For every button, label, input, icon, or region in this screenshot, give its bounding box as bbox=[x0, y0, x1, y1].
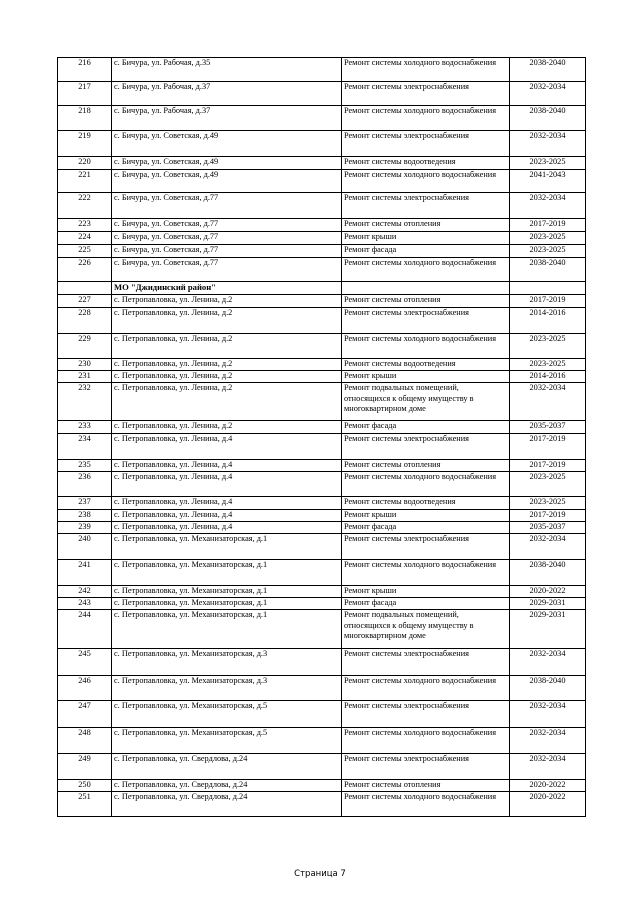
row-address: с. Бичура, ул. Советская, д.77 bbox=[112, 232, 342, 245]
table-body bbox=[58, 58, 586, 817]
row-address: с. Петропавловка, ул. Свердлова, д.24 bbox=[112, 780, 342, 792]
table-row bbox=[58, 245, 586, 258]
row-address: с. Петропавловка, ул. Ленина, д.4 bbox=[112, 510, 342, 522]
row-years: 2020-2022 bbox=[510, 792, 586, 817]
row-work-type: Ремонт системы электроснабжения bbox=[342, 308, 510, 334]
row-number: 225 bbox=[58, 245, 112, 258]
row-work-type: Ремонт системы холодного водоснабжения bbox=[342, 258, 510, 282]
table-row bbox=[58, 560, 586, 586]
row-address: с. Петропавловка, ул. Ленина, д.2 bbox=[112, 334, 342, 359]
row-number: 229 bbox=[58, 334, 112, 359]
row-number: 230 bbox=[58, 359, 112, 371]
section-title: МО "Джидинский район" bbox=[112, 282, 342, 295]
row-address: с. Бичура, ул. Советская, д.49 bbox=[112, 131, 342, 157]
row-work-type: Ремонт системы холодного водоснабжения bbox=[342, 58, 510, 82]
row-number: 247 bbox=[58, 701, 112, 728]
row-address: с. Бичура, ул. Рабочая, д.37 bbox=[112, 106, 342, 131]
row-work-type: Ремонт системы холодного водоснабжения bbox=[342, 676, 510, 701]
table-row bbox=[58, 308, 586, 334]
table-row bbox=[58, 649, 586, 676]
row-years: 2038-2040 bbox=[510, 560, 586, 586]
table-row bbox=[58, 371, 586, 383]
row-work-type: Ремонт системы электроснабжения bbox=[342, 701, 510, 728]
row-address: с. Бичура, ул. Советская, д.77 bbox=[112, 245, 342, 258]
row-work-type: Ремонт фасада bbox=[342, 522, 510, 534]
row-number: 221 bbox=[58, 170, 112, 193]
row-address: с. Петропавловка, ул. Ленина, д.2 bbox=[112, 295, 342, 308]
row-number: 243 bbox=[58, 598, 112, 610]
row-years: 2029-2031 bbox=[510, 598, 586, 610]
row-address: с. Петропавловка, ул. Механизаторская, д.5 bbox=[112, 728, 342, 754]
section-number-cell bbox=[58, 282, 112, 295]
row-work-type: Ремонт системы холодного водоснабжения bbox=[342, 106, 510, 131]
row-years: 2032-2034 bbox=[510, 534, 586, 560]
row-years: 2020-2022 bbox=[510, 586, 586, 598]
table-row bbox=[58, 170, 586, 193]
row-work-type: Ремонт подвальных помещений, относящихся к общему имуществу в многоквартирном доме bbox=[342, 383, 510, 421]
section-years-cell bbox=[510, 282, 586, 295]
row-work-type: Ремонт крыши bbox=[342, 510, 510, 522]
table-row bbox=[58, 534, 586, 560]
row-years: 2023-2025 bbox=[510, 232, 586, 245]
table-row bbox=[58, 258, 586, 282]
row-years: 2038-2040 bbox=[510, 58, 586, 82]
table-row bbox=[58, 610, 586, 649]
row-work-type: Ремонт системы отопления bbox=[342, 219, 510, 232]
row-work-type: Ремонт крыши bbox=[342, 371, 510, 383]
row-address: с. Бичура, ул. Советская, д.77 bbox=[112, 258, 342, 282]
table-row bbox=[58, 586, 586, 598]
row-years: 2014-2016 bbox=[510, 371, 586, 383]
row-work-type: Ремонт системы холодного водоснабжения bbox=[342, 728, 510, 754]
table-row bbox=[58, 676, 586, 701]
table-row bbox=[58, 383, 586, 421]
row-address: с. Петропавловка, ул. Ленина, д.2 bbox=[112, 359, 342, 371]
table-row bbox=[58, 510, 586, 522]
table-row bbox=[58, 219, 586, 232]
row-years: 2032-2034 bbox=[510, 383, 586, 421]
row-address: с. Бичура, ул. Советская, д.49 bbox=[112, 157, 342, 170]
row-work-type: Ремонт системы электроснабжения bbox=[342, 754, 510, 780]
row-number: 242 bbox=[58, 586, 112, 598]
row-address: с. Петропавловка, ул. Ленина, д.2 bbox=[112, 383, 342, 421]
row-address: с. Петропавловка, ул. Механизаторская, д.1 bbox=[112, 586, 342, 598]
row-years: 2017-2019 bbox=[510, 295, 586, 308]
row-address: с. Бичура, ул. Советская, д.49 bbox=[112, 170, 342, 193]
row-number: 235 bbox=[58, 460, 112, 472]
row-address: с. Петропавловка, ул. Ленина, д.2 bbox=[112, 308, 342, 334]
table-row bbox=[58, 472, 586, 497]
row-work-type: Ремонт системы отопления bbox=[342, 780, 510, 792]
row-address: с. Петропавловка, ул. Ленина, д.2 bbox=[112, 421, 342, 434]
row-work-type: Ремонт системы отопления bbox=[342, 295, 510, 308]
row-number: 217 bbox=[58, 82, 112, 106]
row-address: с. Петропавловка, ул. Механизаторская, д.1 bbox=[112, 560, 342, 586]
table-row bbox=[58, 359, 586, 371]
row-number: 245 bbox=[58, 649, 112, 676]
row-years: 2035-2037 bbox=[510, 421, 586, 434]
row-number: 220 bbox=[58, 157, 112, 170]
row-years: 2023-2025 bbox=[510, 334, 586, 359]
row-years: 2038-2040 bbox=[510, 106, 586, 131]
table-row bbox=[58, 754, 586, 780]
row-work-type: Ремонт фасада bbox=[342, 245, 510, 258]
row-years: 2032-2034 bbox=[510, 649, 586, 676]
table-row bbox=[58, 421, 586, 434]
row-number: 251 bbox=[58, 792, 112, 817]
row-address: с. Петропавловка, ул. Ленина, д.4 bbox=[112, 460, 342, 472]
row-number: 250 bbox=[58, 780, 112, 792]
row-address: с. Петропавловка, ул. Механизаторская, д.1 bbox=[112, 534, 342, 560]
row-address: с. Петропавловка, ул. Ленина, д.4 bbox=[112, 522, 342, 534]
row-years: 2041-2043 bbox=[510, 170, 586, 193]
row-years: 2020-2022 bbox=[510, 780, 586, 792]
table-row bbox=[58, 131, 586, 157]
row-years: 2017-2019 bbox=[510, 434, 586, 460]
row-years: 2035-2037 bbox=[510, 522, 586, 534]
row-work-type: Ремонт крыши bbox=[342, 586, 510, 598]
row-number: 249 bbox=[58, 754, 112, 780]
row-number: 241 bbox=[58, 560, 112, 586]
row-work-type: Ремонт системы холодного водоснабжения bbox=[342, 472, 510, 497]
row-work-type: Ремонт системы электроснабжения bbox=[342, 82, 510, 106]
row-number: 218 bbox=[58, 106, 112, 131]
row-number: 232 bbox=[58, 383, 112, 421]
table-row bbox=[58, 598, 586, 610]
row-address: с. Петропавловка, ул. Ленина, д.4 bbox=[112, 434, 342, 460]
section-work-cell bbox=[342, 282, 510, 295]
row-number: 216 bbox=[58, 58, 112, 82]
row-number: 237 bbox=[58, 497, 112, 510]
table-row bbox=[58, 58, 586, 82]
row-years: 2032-2034 bbox=[510, 754, 586, 780]
table-row bbox=[58, 701, 586, 728]
table-row bbox=[58, 497, 586, 510]
row-years: 2032-2034 bbox=[510, 728, 586, 754]
row-years: 2029-2031 bbox=[510, 610, 586, 649]
row-years: 2038-2040 bbox=[510, 676, 586, 701]
table-row bbox=[58, 780, 586, 792]
row-years: 2023-2025 bbox=[510, 245, 586, 258]
row-number: 226 bbox=[58, 258, 112, 282]
row-years: 2023-2025 bbox=[510, 472, 586, 497]
row-work-type: Ремонт системы холодного водоснабжения bbox=[342, 334, 510, 359]
row-address: с. Петропавловка, ул. Механизаторская, д.3 bbox=[112, 649, 342, 676]
row-number: 223 bbox=[58, 219, 112, 232]
row-years: 2023-2025 bbox=[510, 497, 586, 510]
section-row bbox=[58, 282, 586, 295]
table-row bbox=[58, 522, 586, 534]
row-years: 2023-2025 bbox=[510, 359, 586, 371]
row-number: 238 bbox=[58, 510, 112, 522]
row-number: 236 bbox=[58, 472, 112, 497]
row-number: 240 bbox=[58, 534, 112, 560]
row-work-type: Ремонт крыши bbox=[342, 232, 510, 245]
row-years: 2032-2034 bbox=[510, 193, 586, 219]
table-row bbox=[58, 106, 586, 131]
row-work-type: Ремонт системы электроснабжения bbox=[342, 434, 510, 460]
row-work-type: Ремонт фасада bbox=[342, 598, 510, 610]
row-work-type: Ремонт системы электроснабжения bbox=[342, 131, 510, 157]
row-work-type: Ремонт подвальных помещений, относящихся к общему имуществу в многоквартирном доме bbox=[342, 610, 510, 649]
table-row bbox=[58, 334, 586, 359]
row-number: 233 bbox=[58, 421, 112, 434]
row-years: 2032-2034 bbox=[510, 131, 586, 157]
row-number: 239 bbox=[58, 522, 112, 534]
table-row bbox=[58, 434, 586, 460]
row-address: с. Петропавловка, ул. Свердлова, д.24 bbox=[112, 792, 342, 817]
row-work-type: Ремонт системы электроснабжения bbox=[342, 534, 510, 560]
row-years: 2017-2019 bbox=[510, 219, 586, 232]
table-row bbox=[58, 295, 586, 308]
row-address: с. Бичура, ул. Советская, д.77 bbox=[112, 219, 342, 232]
row-address: с. Петропавловка, ул. Механизаторская, д.5 bbox=[112, 701, 342, 728]
row-number: 244 bbox=[58, 610, 112, 649]
table-row bbox=[58, 460, 586, 472]
row-number: 228 bbox=[58, 308, 112, 334]
row-years: 2017-2019 bbox=[510, 510, 586, 522]
row-work-type: Ремонт системы холодного водоснабжения bbox=[342, 560, 510, 586]
row-work-type: Ремонт системы водоотведения bbox=[342, 157, 510, 170]
table-row bbox=[58, 82, 586, 106]
table-row bbox=[58, 157, 586, 170]
row-address: с. Петропавловка, ул. Ленина, д.2 bbox=[112, 371, 342, 383]
table-row bbox=[58, 792, 586, 817]
row-number: 248 bbox=[58, 728, 112, 754]
row-years: 2032-2034 bbox=[510, 701, 586, 728]
row-work-type: Ремонт системы водоотведения bbox=[342, 497, 510, 510]
capital-repair-table bbox=[57, 57, 586, 817]
row-address: с. Петропавловка, ул. Механизаторская, д.1 bbox=[112, 598, 342, 610]
table-row bbox=[58, 193, 586, 219]
row-number: 231 bbox=[58, 371, 112, 383]
row-work-type: Ремонт системы электроснабжения bbox=[342, 193, 510, 219]
row-address: с. Петропавловка, ул. Свердлова, д.24 bbox=[112, 754, 342, 780]
row-work-type: Ремонт системы холодного водоснабжения bbox=[342, 170, 510, 193]
row-number: 222 bbox=[58, 193, 112, 219]
row-address: с. Петропавловка, ул. Ленина, д.4 bbox=[112, 497, 342, 510]
row-address: с. Бичура, ул. Советская, д.77 bbox=[112, 193, 342, 219]
row-work-type: Ремонт системы отопления bbox=[342, 460, 510, 472]
row-number: 246 bbox=[58, 676, 112, 701]
row-work-type: Ремонт фасада bbox=[342, 421, 510, 434]
page-number: Страница 7 bbox=[294, 869, 346, 879]
row-address: с. Петропавловка, ул. Механизаторская, д.1 bbox=[112, 610, 342, 649]
page-footer bbox=[0, 869, 640, 879]
row-number: 234 bbox=[58, 434, 112, 460]
row-years: 2014-2016 bbox=[510, 308, 586, 334]
row-address: с. Петропавловка, ул. Ленина, д.4 bbox=[112, 472, 342, 497]
table-row bbox=[58, 728, 586, 754]
table-row bbox=[58, 232, 586, 245]
row-work-type: Ремонт системы электроснабжения bbox=[342, 649, 510, 676]
row-number: 227 bbox=[58, 295, 112, 308]
row-years: 2038-2040 bbox=[510, 258, 586, 282]
row-address: с. Бичура, ул. Рабочая, д.35 bbox=[112, 58, 342, 82]
row-work-type: Ремонт системы водоотведения bbox=[342, 359, 510, 371]
row-work-type: Ремонт системы холодного водоснабжения bbox=[342, 792, 510, 817]
row-address: с. Петропавловка, ул. Механизаторская, д.3 bbox=[112, 676, 342, 701]
row-address: с. Бичура, ул. Рабочая, д.37 bbox=[112, 82, 342, 106]
row-years: 2032-2034 bbox=[510, 82, 586, 106]
row-number: 224 bbox=[58, 232, 112, 245]
row-number: 219 bbox=[58, 131, 112, 157]
row-years: 2023-2025 bbox=[510, 157, 586, 170]
row-years: 2017-2019 bbox=[510, 460, 586, 472]
